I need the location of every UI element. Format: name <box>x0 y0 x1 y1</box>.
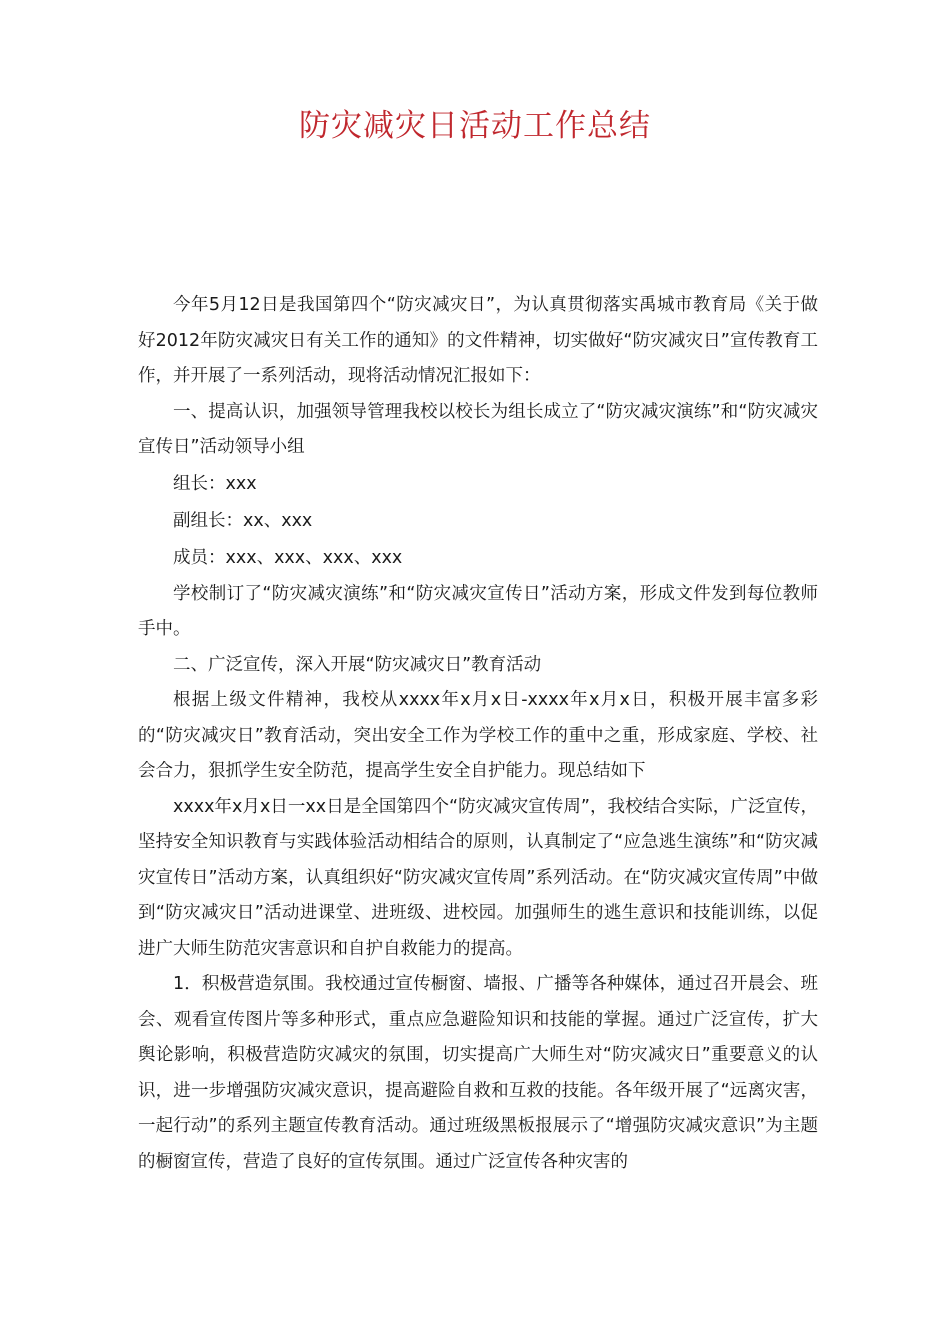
paragraph-atmosphere: 1．积极营造氛围。我校通过宣传橱窗、墙报、广播等各种媒体，通过召开晨会、班会、观看宣传图片等多种形式，重点应急避险知识和技能的掌握。通过广泛宣传，扩大舆论影响，积极营造防灾减灾的氛围，切实提高广大师生对“防灾减灾日”重要意义的认识，进一步增强防灾减灾意识，提高避险自救和互救的技能。各年级开展了“远离灾害，一起行动”的系列主题宣传教育活动。通过班级黑板报展示了“增强防灾减灾意识”为主题的橱窗宣传，营造了良好的宣传氛围。通过广泛宣传各种灾害的 <box>138 974 818 1172</box>
paragraph-week: xxxx年x月x日一xx日是全国第四个“防灾减灾宣传周”，我校结合实际，广泛宣传，坚持安全知识教育与实践体验活动相结合的原则，认真制定了“应急逃生演练”和“防灾减灾宣传日”活动方案，认真组织好“防灾减灾宣传周”系列活动。在“防灾减灾宣传周”中做到“防灾减灾日”活动进课堂、进班级、进校园。加强师生的逃生意识和技能训练，以促进广大师生防范灾害意识和自护自救能力的提高。 <box>138 796 818 959</box>
paragraph-intro: 今年5月12日是我国第四个“防灾减灾日”，为认真贯彻落实禹城市教育局《关于做好2012年防灾减灾日有关工作的通知》的文件精神，切实做好“防灾减灾日”宣传教育工作，并开展了一系列活动，现将活动情况汇报如下： <box>138 295 818 386</box>
document-body <box>138 288 818 1180</box>
document-title: 防灾减灾日活动工作总结 <box>299 108 651 144</box>
members-line: 成员：xxx、xxx、xxx、xxx <box>173 547 403 568</box>
paragraph-plan: 学校制订了“防灾减灾演练”和“防灾减灾宣传日”活动方案，形成文件发到每位教师手中。 <box>138 583 818 639</box>
section-heading-2: 二、广泛宣传，深入开展“防灾减灾日”教育活动 <box>173 654 542 675</box>
paragraph-summary: 根据上级文件精神，我校从xxxx年x月x日-xxxx年x月x日，积极开展丰富多彩的“防灾减灾日”教育活动，突出安全工作为学校工作的重中之重，形成家庭、学校、社会合力，狠抓学生安全防范，提高学生安全自护能力。现总结如下 <box>138 690 818 781</box>
deputy-leader-line: 副组长：xx、xxx <box>173 510 313 531</box>
section-heading-1: 一、提高认识，加强领导管理我校以校长为组长成立了“防灾减灾演练”和“防灾减灾宣传日”活动领导小组 <box>138 401 818 457</box>
leader-line: 组长：xxx <box>173 473 257 494</box>
